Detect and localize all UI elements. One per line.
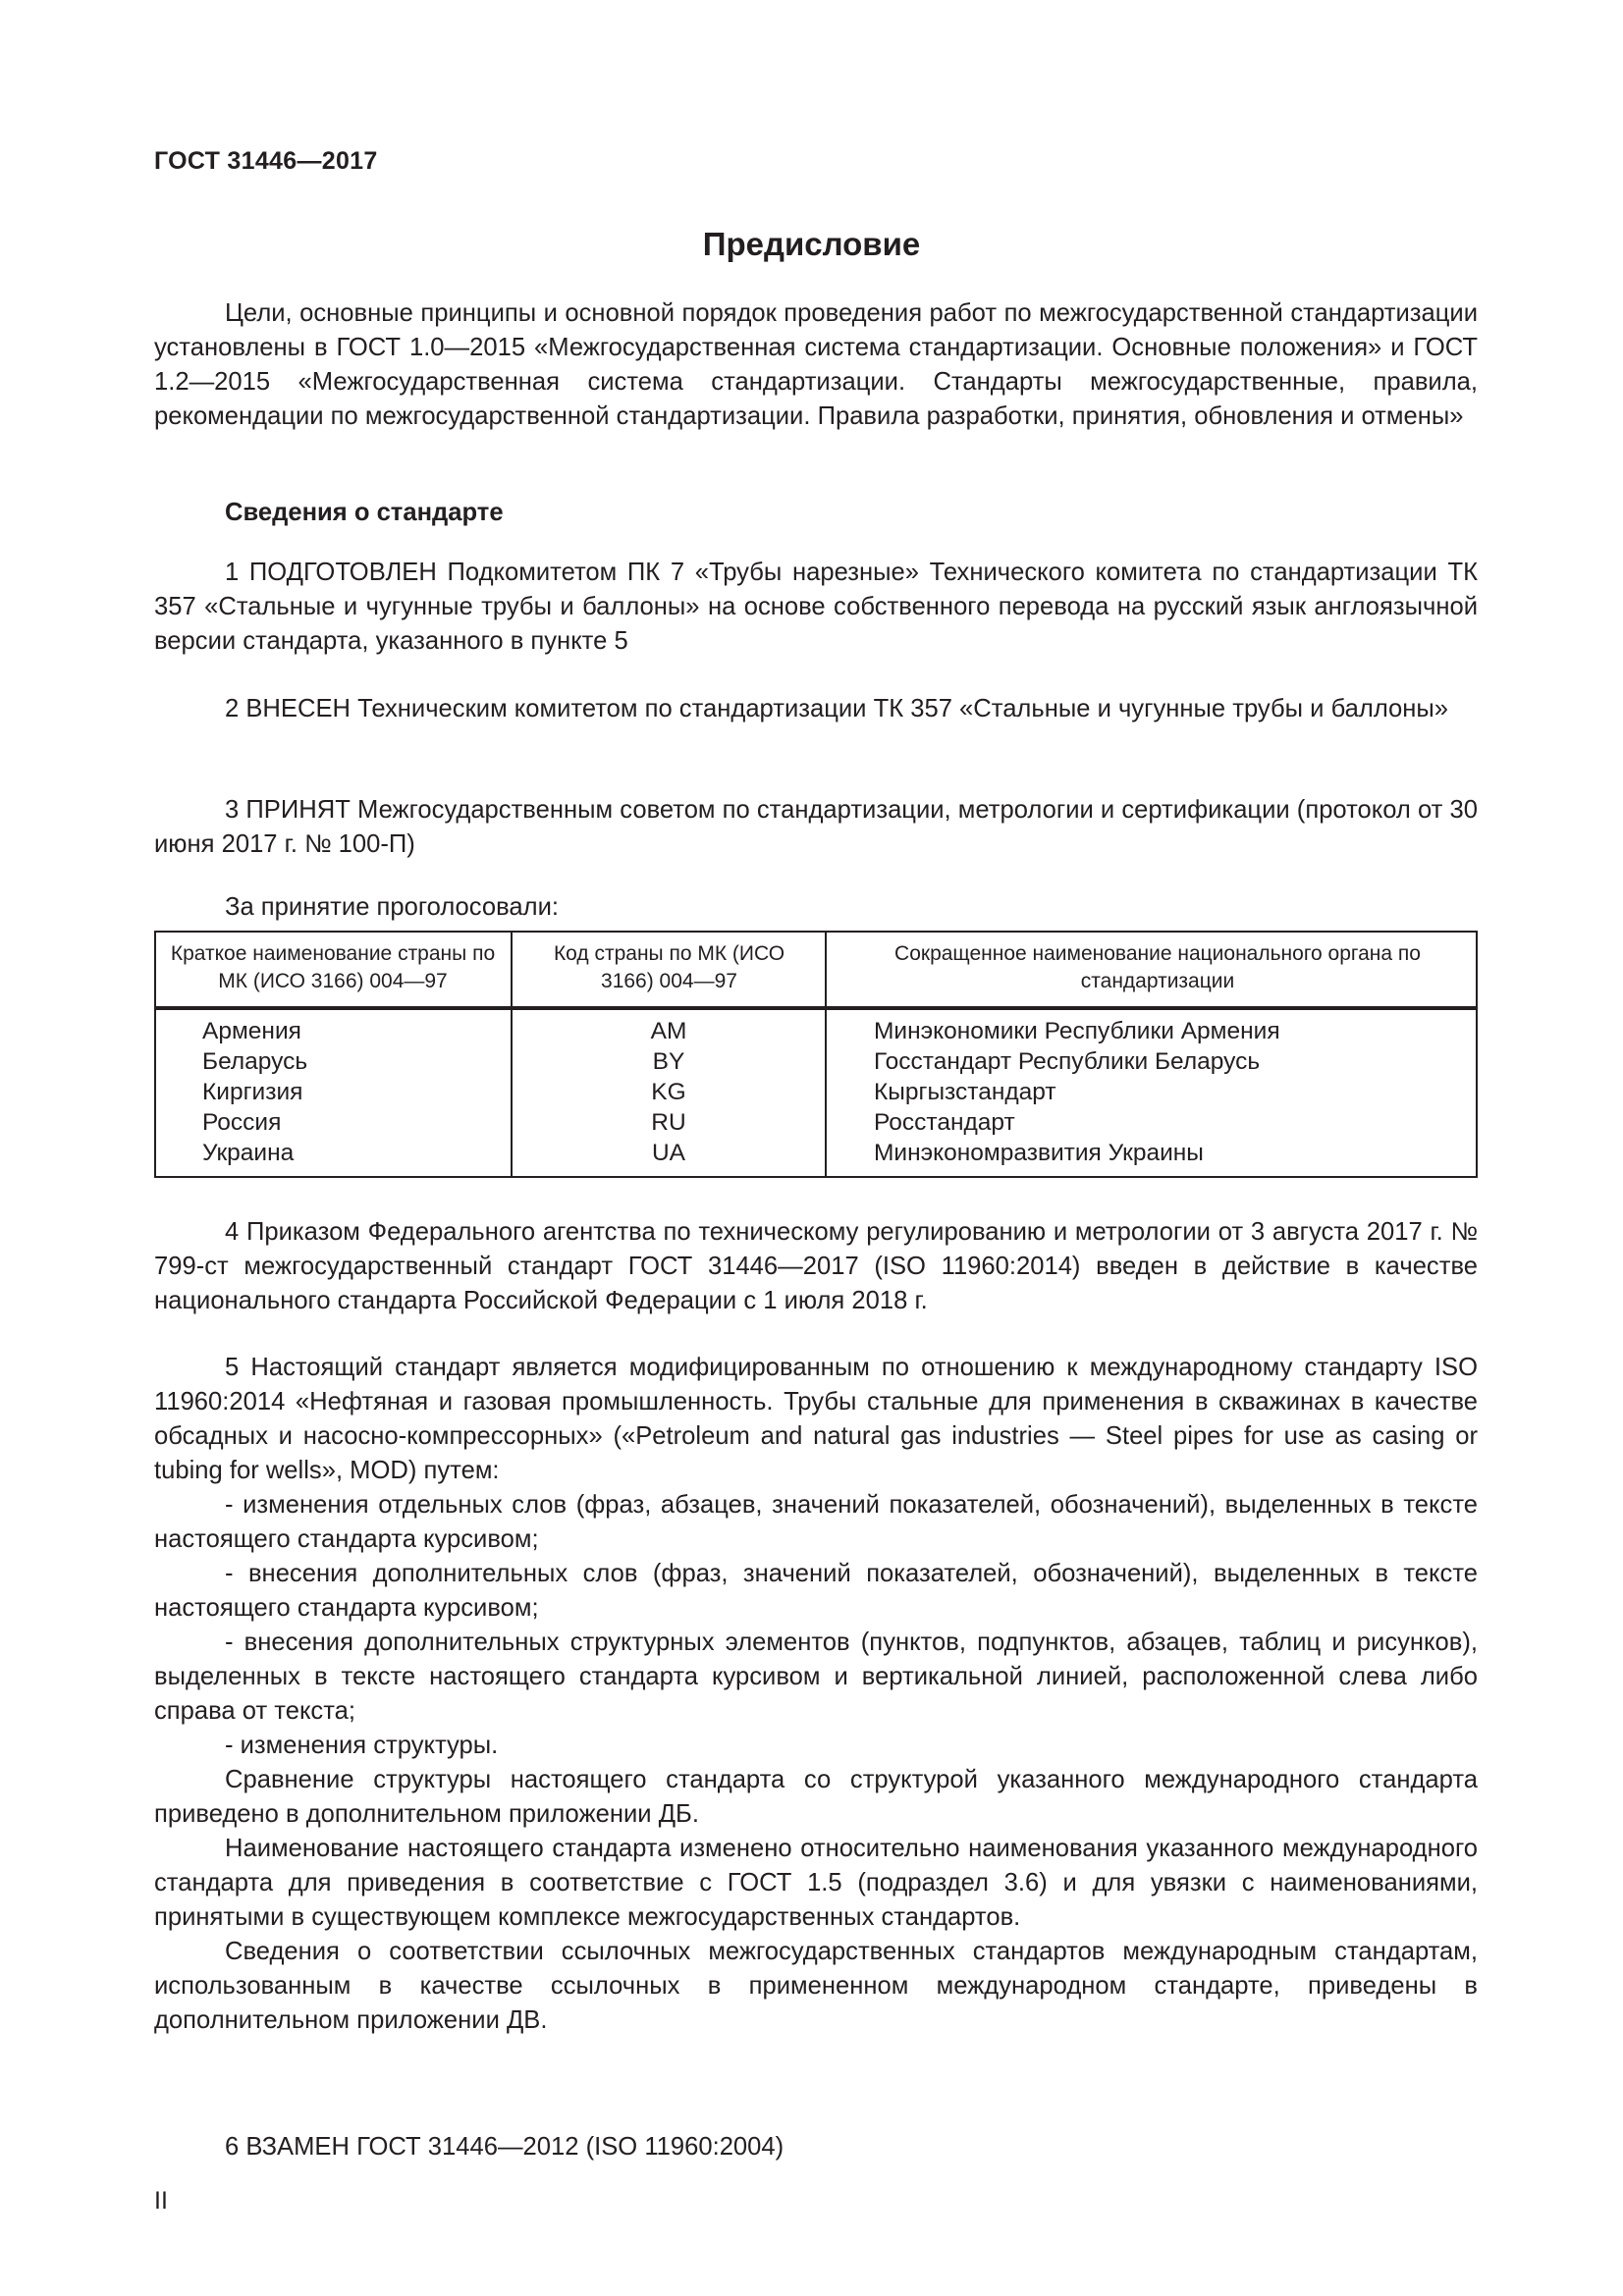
table-cell: BY <box>652 1048 685 1075</box>
item-5-comparison-paragraph: Сравнение структуры настоящего стандарта со структурой указанного международного стандарта приведено в дополнительном приложении ДБ. <box>154 1766 1478 1828</box>
table-cell: Россия <box>202 1109 282 1136</box>
intro-paragraph: Цели, основные принципы и основной порядок проведения работ по межгосударственной стандартизации установлены в ГОСТ 1.0—2015 «Межгосударственная система стандартизации. Основные положения» и ГОСТ 1.2—2015 «Межгосударственная система стандартизации. Стандарты межгосударственные, правила, рекомендации по межгосударственной стандартизации. Правила разработки, принятия, обновления и отмены» <box>154 299 1478 430</box>
voting-table <box>154 931 1478 1178</box>
item-5-name-paragraph: Наименование настоящего стандарта изменено относительно наименования указанного международного стандарта для приведения в соответствие с ГОСТ 1.5 (подраздел 3.6) и для увязки с наименованиями, принятыми в существующем комплексе межгосударственных стандартов. <box>154 1835 1478 1931</box>
section-heading: Сведения о стандарте <box>225 499 504 526</box>
document-header: ГОСТ 31446—2017 <box>154 147 378 175</box>
item-5-references-paragraph: Сведения о соответствии ссылочных межгосударственных стандартов международным стандартам, использованным в качестве ссылочных в примененном международном стандарте, приведены в дополнительном приложении ДВ. <box>154 1938 1478 2034</box>
page-title: Предисловие <box>702 226 921 262</box>
table-cell: Госстандарт Республики Беларусь <box>874 1048 1261 1075</box>
item-5-bullet: - изменения отдельных слов (фраз, абзацев, значений показателей, обозначений), выделенных в тексте настоящего стандарта курсивом; <box>154 1491 1478 1553</box>
table-cell: Минэкономики Республики Армения <box>874 1018 1280 1044</box>
table-header-separator <box>156 1006 1476 1010</box>
table-column-country <box>202 1016 307 1168</box>
item-5-bullet: - изменения структуры. <box>225 1732 499 1759</box>
table-cell: Росстандарт <box>874 1109 1015 1136</box>
table-cell: Минэкономразвития Украины <box>874 1140 1204 1166</box>
item-5-section <box>154 1351 1478 2038</box>
table-header-code: Код страны по МК (ИСО 3166) 004—97 <box>553 942 785 992</box>
table-cell: AM <box>650 1018 687 1044</box>
table-cell: Украина <box>202 1140 295 1166</box>
item-5-bullet: - внесения дополнительных структурных элементов (пунктов, подпунктов, абзацев, таблиц и рисунков), выделенных в тексте настоящего стандарта курсивом и вертикальной линией, расположенной слева либо справа от текста; <box>154 1629 1478 1725</box>
item-5-bullet: - внесения дополнительных слов (фраз, значений показателей, обозначений), выделенных в тексте настоящего стандарта курсивом; <box>154 1560 1478 1622</box>
table-column-code <box>513 1016 825 1168</box>
table-cell: Армения <box>202 1018 301 1044</box>
table-cell: RU <box>651 1109 686 1136</box>
item-3-paragraph: 3 ПРИНЯТ Межгосударственным советом по стандартизации, метрологии и сертификации (протокол от 30 июня 2017 г. № 100-П) <box>154 796 1478 858</box>
table-cell: UA <box>651 1140 686 1166</box>
item-5-lead: 5 Настоящий стандарт является модифицированным по отношению к международному стандарту ISO 11960:2014 «Нефтяная и газовая промышленность. Трубы стальные для применения в скважинах в качестве обсадных и насосно-компрессорных» («Petroleum and natural gas industries — Steel pipes for use as casing or tubing for wells», MOD) путем: <box>154 1354 1478 1484</box>
table-cell: Киргизия <box>202 1079 303 1105</box>
page-number: II <box>154 2187 168 2215</box>
table-cell: Беларусь <box>202 1048 308 1075</box>
item-2-paragraph: 2 ВНЕСЕН Техническим комитетом по стандартизации ТК 357 «Стальные и чугунные трубы и баллоны» <box>225 695 1449 722</box>
item-6-paragraph: 6 ВЗАМЕН ГОСТ 31446—2012 (ISO 11960:2004) <box>225 2133 784 2161</box>
vote-caption: За принятие проголосовали: <box>225 893 559 921</box>
item-4-paragraph: 4 Приказом Федерального агентства по техническому регулированию и метрологии от 3 августа 2017 г. № 799-ст межгосударственный стандарт ГОСТ 31446—2017 (ISO 11960:2014) введен в действие в качестве национального стандарта Российской Федерации с 1 июля 2018 г. <box>154 1218 1478 1314</box>
table-cell: KG <box>651 1079 686 1105</box>
table-column-authority <box>874 1016 1280 1168</box>
table-header-authority: Сокращенное наименование национального органа по стандартизации <box>894 942 1421 992</box>
table-header-country: Краткое наименование страны по МК (ИСО 3166) 004—97 <box>170 942 496 992</box>
table-column-divider <box>825 933 827 1176</box>
item-1-paragraph: 1 ПОДГОТОВЛЕН Подкомитетом ПК 7 «Трубы нарезные» Технического комитета по стандартизации ТК 357 «Стальные и чугунные трубы и баллоны» на основе собственного перевода на русский язык англоязычной версии стандарта, указанного в пункте 5 <box>154 559 1478 655</box>
table-cell: Кыргызстандарт <box>874 1079 1056 1105</box>
